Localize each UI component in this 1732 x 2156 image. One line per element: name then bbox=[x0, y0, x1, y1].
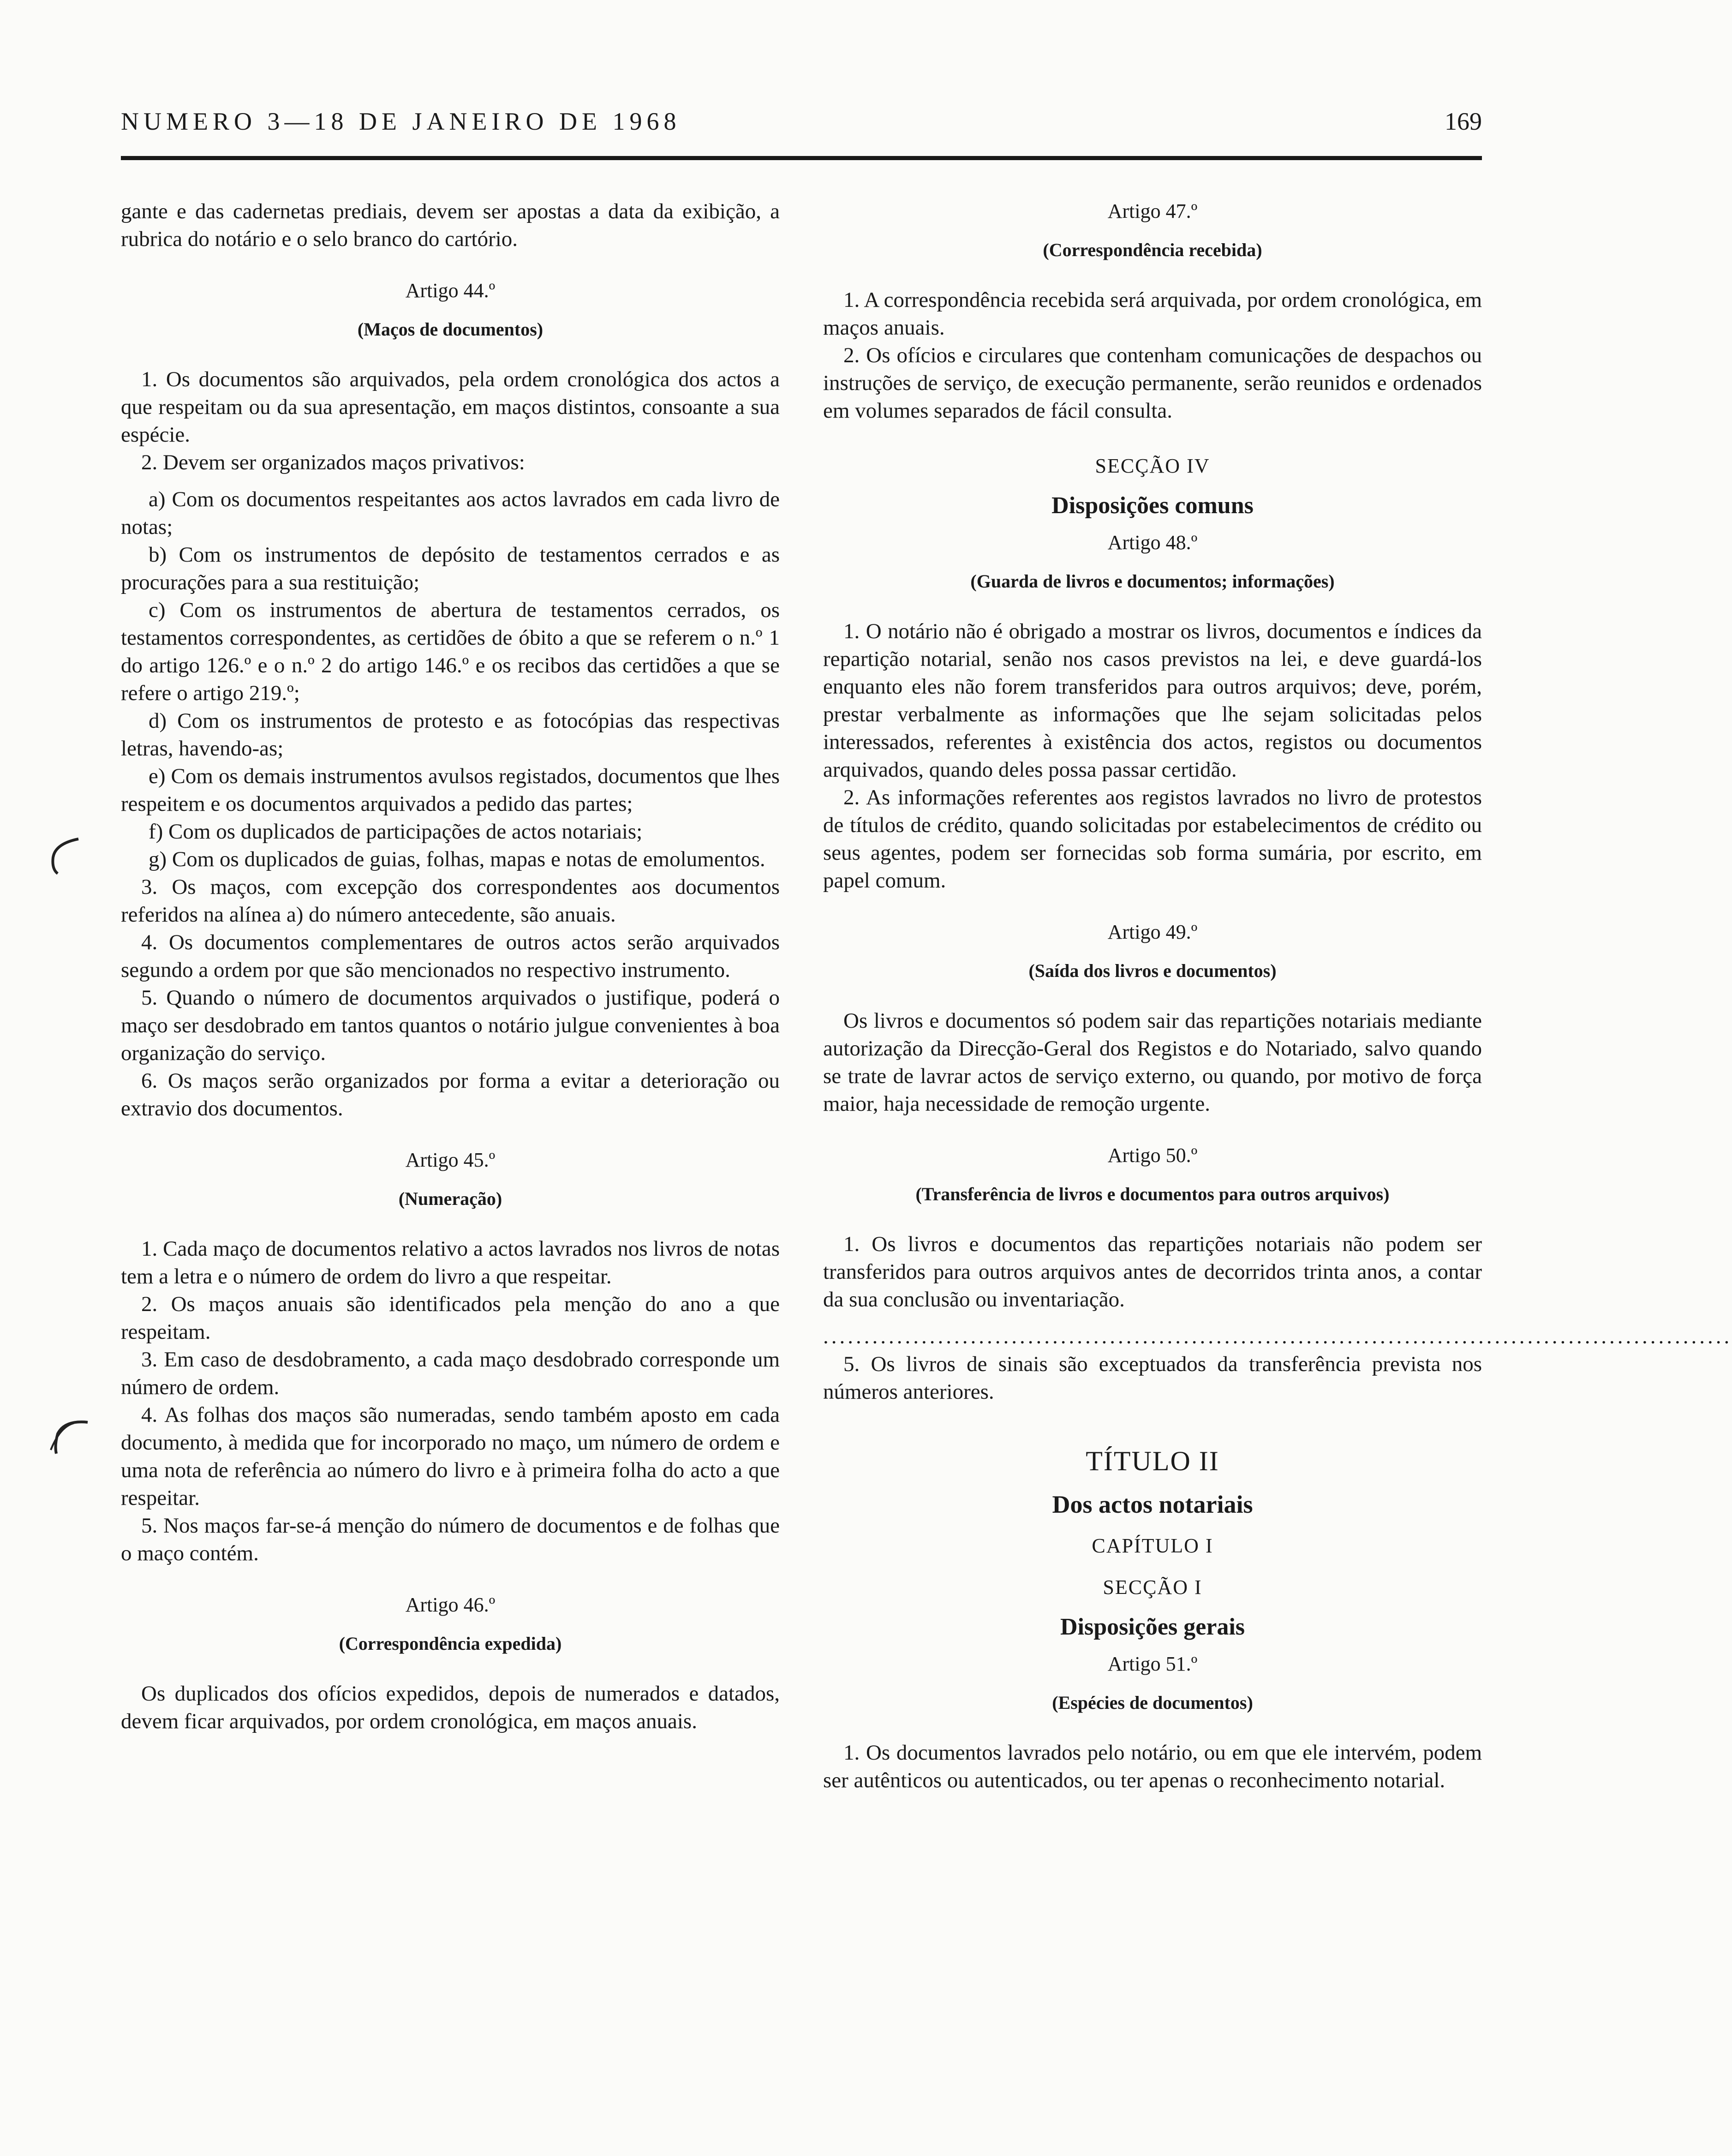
article-44-title: (Maços de documentos) bbox=[357, 319, 543, 340]
page-number: 169 bbox=[1445, 108, 1482, 135]
section-1-title: Disposições gerais bbox=[1060, 1614, 1245, 1640]
article-50-number: Artigo 50.º bbox=[1107, 1144, 1198, 1167]
paragraph: 1. Os documentos lavrados pelo notário, ou em que ele intervém, podem ser autênticos ou autenticados, ou ter apenas o reconhecimento notarial. bbox=[823, 1741, 1482, 1792]
paragraph: 5. Os livros de sinais são exceptuados da transferência prevista nos números anteriores. bbox=[823, 1352, 1482, 1404]
paragraph: 4. Os documentos complementares de outros actos serão arquivados segundo a ordem por que são mencionados no respectivo instrumento. bbox=[121, 930, 780, 982]
right-column bbox=[823, 198, 1732, 1794]
ellipsis-separator: ............................................................................................................... bbox=[823, 1324, 1732, 1348]
title-2-heading: TÍTULO II bbox=[1086, 1446, 1219, 1476]
page-header bbox=[121, 107, 1482, 139]
article-48-title: (Guarda de livros e documentos; informações) bbox=[970, 571, 1335, 592]
paragraph: 2. Os maços anuais são identificados pela menção do ano a que respeitam. bbox=[121, 1292, 780, 1344]
article-47-title: (Correspondência recebida) bbox=[1043, 240, 1262, 260]
article-46-number: Artigo 46.º bbox=[405, 1593, 496, 1616]
paragraph: 1. A correspondência recebida será arquivada, por ordem cronológica, em maços anuais. bbox=[823, 288, 1482, 340]
article-50-title: (Transferência de livros e documentos para outros arquivos) bbox=[915, 1184, 1390, 1204]
paragraph: 2. Devem ser organizados maços privativos: bbox=[141, 450, 525, 474]
list-item: a) Com os documentos respeitantes aos actos lavrados em cada livro de notas; bbox=[121, 487, 780, 539]
article-45-number: Artigo 45.º bbox=[405, 1149, 496, 1171]
article-46-title: (Correspondência expedida) bbox=[339, 1633, 562, 1654]
list-item: e) Com os demais instrumentos avulsos registados, documentos que lhes respeitem e os documentos arquivados a pedido das partes; bbox=[121, 764, 780, 816]
title-2-subtitle: Dos actos notariais bbox=[1052, 1491, 1253, 1518]
issue-date-header: NUMERO 3—18 DE JANEIRO DE 1968 bbox=[121, 108, 681, 135]
article-49-title: (Saída dos livros e documentos) bbox=[1028, 960, 1277, 981]
list-item: c) Com os instrumentos de abertura de testamentos cerrados, os testamentos correspondentes, as certidões de óbito a que se referem o n.º 1 do artigo 126.º e o n.º 2 do artigo 146.º e os recibos das certidões a que se refere o artigo 219.º; bbox=[121, 598, 780, 705]
paragraph: 5. Nos maços far-se-á menção do número de documentos e de folhas que o maço contém. bbox=[121, 1514, 780, 1565]
paragraph: Os duplicados dos ofícios expedidos, depois de numerados e datados, devem ficar arquivados, por ordem cronológica, em maços anuais. bbox=[121, 1682, 780, 1733]
handwritten-bracket-mark bbox=[46, 1413, 92, 1455]
paragraph: 2. As informações referentes aos registos lavrados no livro de protestos de títulos de crédito, quando solicitadas por estabelecimentos de crédito ou seus agentes, podem ser fornecidas sob forma sumária, por escrito, em papel comum. bbox=[823, 785, 1482, 892]
paragraph: 3. Os maços, com excepção dos correspondentes aos documentos referidos na alínea a) do número antecedente, são anuais. bbox=[121, 875, 780, 927]
section-4-heading: SECÇÃO IV bbox=[1095, 455, 1210, 477]
article-45-title: (Numeração) bbox=[398, 1188, 502, 1209]
paragraph: 1. Cada maço de documentos relativo a actos lavrados nos livros de notas tem a letra e o número de ordem do livro a que respeitar. bbox=[121, 1237, 780, 1288]
paragraph: 2. Os ofícios e circulares que contenham comunicações de despachos ou instruções de serviço, de execução permanente, serão reunidos e ordenados em volumes separados de fácil consulta. bbox=[823, 343, 1482, 423]
header-rule bbox=[121, 156, 1482, 160]
paragraph: 1. Os livros e documentos das repartições notariais não podem ser transferidos para outros arquivos antes de decorridos trinta anos, a contar da sua conclusão ou inventariação. bbox=[823, 1232, 1482, 1312]
article-49-number: Artigo 49.º bbox=[1107, 921, 1198, 943]
list-item: d) Com os instrumentos de protesto e as fotocópias das respectivas letras, havendo-as; bbox=[121, 709, 780, 761]
paragraph: 4. As folhas dos maços são numeradas, sendo também aposto em cada documento, à medida que for incorporado no maço, um número de ordem e uma nota de referência ao número do livro e à primeira folha do acto a que respeitar. bbox=[121, 1403, 780, 1510]
paragraph: 3. Em caso de desdobramento, a cada maço desdobrado corresponde um número de ordem. bbox=[121, 1348, 780, 1399]
section-1-heading: SECÇÃO I bbox=[1103, 1576, 1202, 1599]
paragraph: 6. Os maços serão organizados por forma a evitar a deterioração ou extravio dos documentos. bbox=[121, 1069, 780, 1120]
list-item: g) Com os duplicados de guias, folhas, mapas e notas de emolumentos. bbox=[149, 847, 765, 871]
article-51-number: Artigo 51.º bbox=[1107, 1653, 1198, 1675]
article-44-number: Artigo 44.º bbox=[405, 279, 496, 302]
handwritten-bracket-mark bbox=[46, 834, 83, 876]
paragraph: gante e das cadernetas prediais, devem ser apostas a data da exibição, a rubrica do notário e o selo branco do cartório. bbox=[121, 199, 780, 251]
article-47-number: Artigo 47.º bbox=[1107, 200, 1198, 222]
chapter-1-heading: CAPÍTULO I bbox=[1092, 1534, 1213, 1557]
list-item: f) Com os duplicados de participações de actos notariais; bbox=[149, 820, 643, 844]
article-48-number: Artigo 48.º bbox=[1107, 531, 1198, 554]
paragraph: 1. Os documentos são arquivados, pela ordem cronológica dos actos a que respeitam ou da sua apresentação, em maços distintos, consoante a sua espécie. bbox=[121, 367, 780, 447]
paragraph: 5. Quando o número de documentos arquivados o justifique, poderá o maço ser desdobrado em tantos quantos o notário julgue convenientes à boa organização do serviço. bbox=[121, 986, 780, 1065]
paragraph: 1. O notário não é obrigado a mostrar os livros, documentos e índices da repartição notarial, senão nos casos previstos na lei, e deve guardá-los enquanto eles não forem transferidos para outros arquivos; deve, porém, prestar verbalmente as informações que lhe sejam solicitadas pelos interessados, referentes à existência dos actos, registos ou documentos arquivados, quando deles possa passar certidão. bbox=[823, 619, 1482, 782]
article-51-title: (Espécies de documentos) bbox=[1052, 1692, 1253, 1713]
list-item: b) Com os instrumentos de depósito de testamentos cerrados e as procurações para a sua restituição; bbox=[121, 543, 780, 594]
section-4-title: Disposições comuns bbox=[1051, 492, 1254, 519]
paragraph: Os livros e documentos só podem sair das repartições notariais mediante autorização da Direcção-Geral dos Registos e do Notariado, salvo quando se trate de lavrar actos de serviço externo, ou quando, por motivo de força maior, haja necessidade de remoção urgente. bbox=[823, 1009, 1482, 1116]
left-column bbox=[121, 198, 780, 1735]
